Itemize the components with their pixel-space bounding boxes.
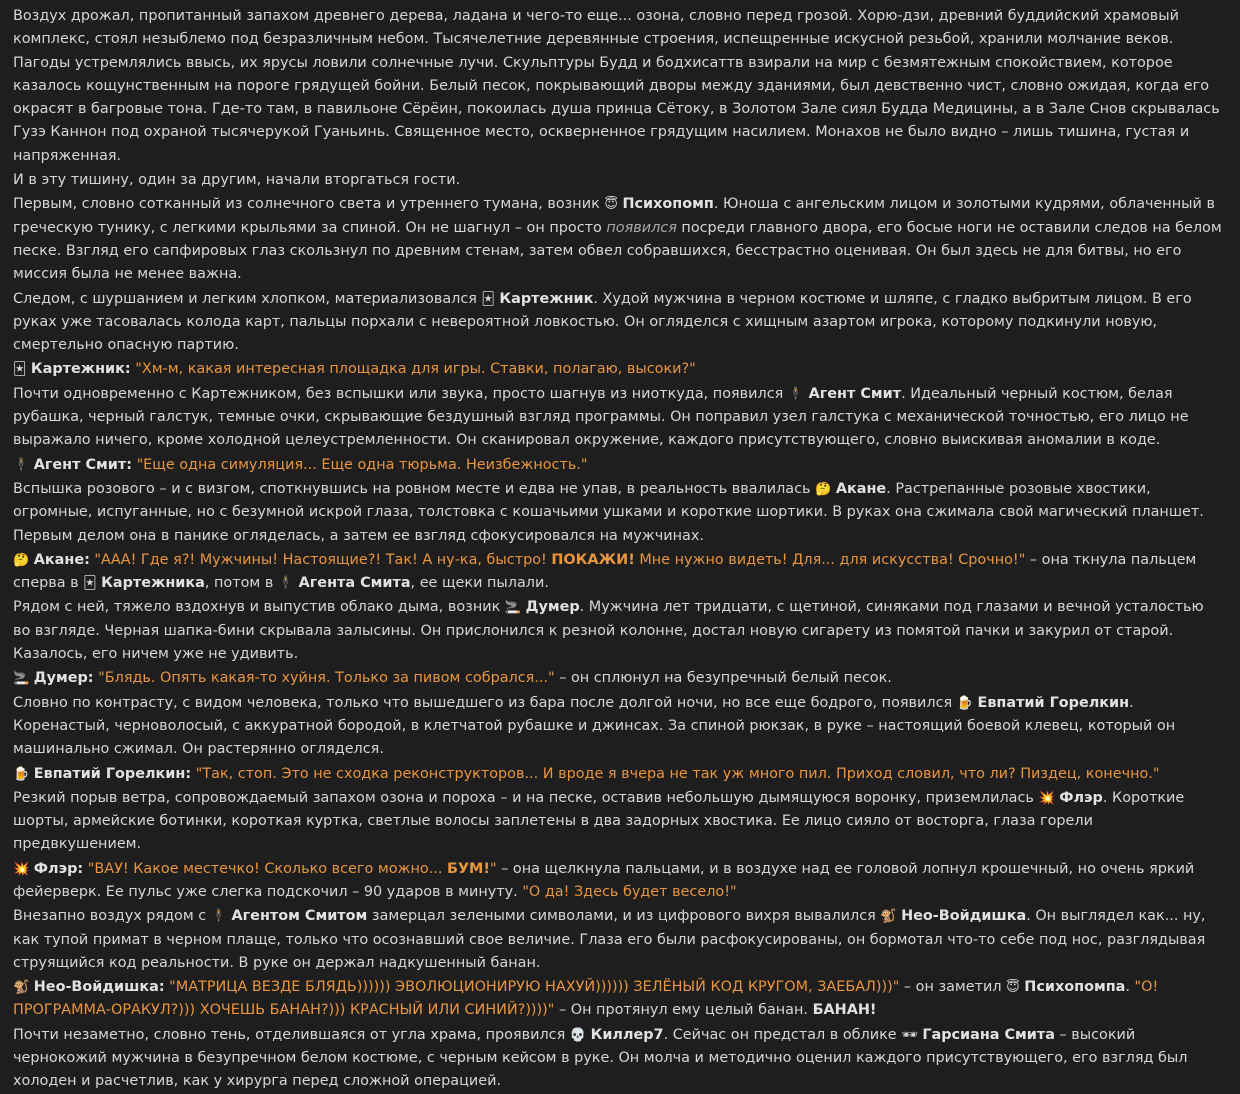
beer-mug-icon: 🍺 bbox=[13, 766, 30, 782]
text: Следом, с шуршанием и легким хлопком, материализовался bbox=[13, 290, 482, 307]
quote: Мне нужно видеть! Для... для искусства! Срочно!" bbox=[634, 551, 1026, 568]
paragraph-evpatiy bbox=[13, 692, 1224, 762]
suit-man-icon: 🕴 bbox=[787, 386, 805, 402]
character-name: Киллер7 bbox=[590, 1026, 664, 1043]
text: Словно по контрасту, с видом человека, только что вышедшего из бара после долгой ночи, но все еще бодрого, появился bbox=[13, 694, 957, 711]
text: Внезапно воздух рядом с bbox=[13, 908, 211, 925]
dialogue-akane bbox=[13, 549, 1224, 596]
character-name: Нео-Войдишка bbox=[901, 908, 1027, 925]
speaker-name: Нео-Войдишка: bbox=[33, 979, 165, 996]
character-name: Акане bbox=[835, 480, 887, 497]
dialogue-gambler bbox=[13, 358, 1224, 381]
thinking-face-icon: 🤔 bbox=[815, 481, 832, 497]
suit-man-icon: 🕴 bbox=[210, 909, 227, 925]
character-name: Психопомпа bbox=[1024, 979, 1126, 996]
text: Почти одновременно с Картежником, без вспышки или звука, просто шагнув из ниоткуда, появился bbox=[13, 385, 788, 402]
text: Почти незаметно, словно тень, отделившаяся от угла храма, проявился bbox=[13, 1026, 570, 1043]
skull-icon: 💀 bbox=[569, 1027, 586, 1043]
monkey-icon: 🐒 bbox=[880, 909, 897, 925]
speaker-name: Агент Смит: bbox=[33, 456, 132, 473]
text: замерцал зелеными символами, и из цифрового вихря вывалился bbox=[367, 908, 881, 925]
text: . Он выглядел как... ну, как тупой примат в черном плаще, только что осознавший свое величие. Глаза его были расфокусированы, он бормотал что-то себе под нос, разглядывая струящийся код реальности. В руке он держал надкушенный банан. bbox=[13, 908, 1206, 971]
bold-text: БАНАН! bbox=[812, 1002, 877, 1019]
character-name: Картежник bbox=[499, 290, 594, 307]
text: . Юноша с ангельским лицом и золотыми кудрями, облаченный в греческую тунику, с легкими крыльями за спиной. Он не шагнул – он просто bbox=[13, 196, 1215, 236]
joker-card-icon: 🃏 bbox=[13, 362, 27, 378]
dialogue-doomer bbox=[13, 667, 1224, 690]
character-name: Психопомп bbox=[622, 196, 714, 213]
text: . bbox=[1125, 979, 1135, 996]
paragraph-flare bbox=[13, 787, 1224, 857]
paragraph-akane bbox=[13, 478, 1224, 548]
explosion-icon: 💥 bbox=[13, 861, 30, 877]
text: . Мужчина лет тридцати, с щетиной, синяками под глазами и вечной усталостью во взгляде. Черная шапка-бини скрывала залысины. Он прислонился к резной колонне, достал новую сигарету из помятой пачки и закурил от старой. Казалось, его ничем уже не удивить. bbox=[13, 599, 1204, 663]
dialogue-flare bbox=[13, 858, 1224, 905]
quote: " bbox=[489, 860, 497, 877]
character-name: Агентом Смитом bbox=[231, 908, 368, 925]
character-name: Агента Смита bbox=[298, 575, 411, 592]
quote: "Блядь. Опять какая-то хуйня. Только за пивом собрался..." bbox=[98, 670, 555, 687]
angel-emoji-icon: 😇 bbox=[604, 197, 618, 213]
text: Вспышка розового – и с визгом, споткнувшись на ровном месте и едва не упав, в реальность ввалилась bbox=[13, 480, 816, 497]
text: , потом в bbox=[204, 575, 278, 592]
paragraph-doomer bbox=[13, 596, 1224, 666]
sunglasses-icon: 🕶 bbox=[901, 1027, 918, 1043]
quote: "О да! Здесь будет весело!" bbox=[522, 883, 737, 900]
cigarette-icon: 🚬 bbox=[504, 600, 522, 616]
text: Рядом с ней, тяжело вздохнув и выпустив облако дыма, возник bbox=[13, 599, 505, 616]
text: . Короткие шорты, армейские ботинки, короткая куртка, светлые волосы заплетены в два задорных хвостика. Ее лицо сияло от восторга, глаза горели предвкушением. bbox=[13, 789, 1185, 853]
text: . Коренастый, черноволосый, с аккуратной бородой, в клетчатой рубашке и джинсах. За спиной рюкзак, в руке – настоящий боевой клевец, который он машинально сжимал. Он растерянно огляделся. bbox=[13, 694, 1176, 758]
angel-emoji-icon: 😇 bbox=[1006, 980, 1020, 996]
character-name: Евпатий Горелкин bbox=[977, 694, 1130, 711]
quote: "О! ПРОГРАММА-ОРАКУЛ?))) ХОЧЕШЬ БАНАН?))) КРАСНЫЙ ИЛИ СИНИЙ?))))" bbox=[13, 979, 1159, 1019]
text: , ее щеки пылали. bbox=[410, 575, 549, 592]
paragraph-agent-smith bbox=[13, 383, 1224, 453]
quote: "ВАУ! Какое местечко! Сколько всего можно... bbox=[87, 860, 447, 877]
character-name: Думер bbox=[525, 599, 580, 616]
character-name: Флэр bbox=[1059, 789, 1103, 806]
text: . Растрепанные розовые хвостики, огромные, испуганные, но с безумной искрой глаза, толстовка с кошачьими ушками и короткие шортики. В руках она сжимала свой магический планшет. Первым делом она в панике огляделась, а затем ее взгляд сфокусировался на мужчинах. bbox=[13, 480, 1204, 544]
speaker-name: Акане: bbox=[33, 551, 90, 568]
character-name: Гарсиана Смита bbox=[922, 1026, 1055, 1043]
cigarette-icon: 🚬 bbox=[13, 671, 30, 687]
quote: "ААА! Где я?! Мужчины! Настоящие?! Так! А ну-ка, быстро! bbox=[94, 551, 552, 568]
thinking-face-icon: 🤔 bbox=[13, 552, 30, 568]
paragraph-text: Воздух дрожал, пропитанный запахом древнего дерева, ладана и чего-то еще... озона, словно перед грозой. Хорю-дзи, древний буддийский храмовый комплекс, стоял незыблемо под безразличным небом. Тысячелетние деревянные строения, испещренные искусной резьбой, хранили молчание веков. Пагоды устремлялись ввысь, их ярусы ловили солнечные лучи. Скульптуры Будд и бодхисаттв взирали на мир с безмятежным спокойствием, которое казалось кощунственным на пороге грядущей бойни. Белый песок, покрывающий дворы между зданиями, был девственно чист, словно ожидая, когда его окрасят в багровые тона. Где-то там, в павильоне Сёрёин, покоилась душа принца Сётоку, в Золотом Зале сиял Будда Медицины, а в Зале Снов скрывалась Гузэ Каннон под охраной тысячерукой Гуаньинь. Священное место, оскверненное грядущим насилием. Монахов не было видно – лишь тишина, густая и напряженная. bbox=[13, 8, 1220, 164]
paragraph-psychopomp bbox=[13, 193, 1224, 286]
quote: "Так, стоп. Это не сходка реконструкторов... И вроде я вчера не так уж много пил. Приход словил, что ли? Пиздец, конечно." bbox=[195, 765, 1160, 782]
text: – высокий чернокожий мужчина в безупречном белом костюме, с черным кейсом в руке. Он молча и методично оценил каждого присутствующего, его взгляд был холоден и расчетлив, как у хирурга перед сложной операцией. bbox=[13, 1026, 1188, 1090]
italic-text: появился bbox=[606, 219, 677, 236]
suit-man-icon: 🕴 bbox=[13, 457, 30, 473]
quote: "Еще одна симуляция... Еще одна тюрьма. Неизбежность." bbox=[136, 456, 588, 473]
text: . Сейчас он предстал в облике bbox=[663, 1026, 902, 1043]
text: – он заметил bbox=[899, 979, 1007, 996]
speaker-name: Флэр: bbox=[33, 860, 84, 877]
quote: "Хм-м, какая интересная площадка для игры. Ставки, полагаю, высоки?" bbox=[135, 361, 696, 378]
speaker-name: Картежник: bbox=[30, 361, 131, 378]
beer-mug-icon: 🍺 bbox=[956, 695, 973, 711]
joker-card-icon: 🃏 bbox=[83, 576, 97, 592]
speaker-name: Думер: bbox=[33, 670, 94, 687]
quote-bold: БУМ! bbox=[446, 860, 490, 877]
dialogue-neo bbox=[13, 976, 1224, 1023]
monkey-icon: 🐒 bbox=[13, 980, 30, 996]
character-name: Агент Смит bbox=[808, 385, 902, 402]
text: Первым, словно сотканный из солнечного света и утреннего тумана, возник bbox=[13, 196, 605, 213]
text: Резкий порыв ветра, сопровождаемый запахом озона и пороха – и на песке, оставив небольшую дымящуюся воронку, приземлилась bbox=[13, 789, 1039, 806]
text: – она ткнула пальцем сперва в bbox=[13, 551, 1197, 592]
dialogue-agent-smith bbox=[13, 454, 1224, 477]
text: – она щелкнула пальцами, и в воздухе над ее головой лопнул крошечный, но очень яркий фейерверк. Ее пульс уже слегка подскочил – 90 ударов в минуту. bbox=[13, 860, 1195, 900]
paragraph-intro bbox=[13, 5, 1224, 168]
quote-bold: ПОКАЖИ! bbox=[551, 551, 635, 568]
paragraph-killer7 bbox=[13, 1024, 1224, 1094]
paragraph-guests bbox=[13, 169, 1224, 192]
joker-card-icon: 🃏 bbox=[481, 291, 495, 307]
text: посреди главного двора, его босые ноги не оставили следов на белом песке. Взгляд его сапфировых глаз скользнул по древним стенам, затем обвел собравшихся, бесстрастно оценивая. Он был здесь не для битвы, но его миссия была не менее важна. bbox=[13, 219, 1222, 283]
text: . Идеальный черный костюм, белая рубашка, черный галстук, темные очки, скрывающие бездушный взгляд программы. Он поправил узел галстука с механической точностью, его лицо не выражало ничего, кроме холодной целеустремленности. Он сканировал окружение, каждого присутствующего, словно выискивая аномалии в коде. bbox=[13, 385, 1189, 449]
paragraph-gambler bbox=[13, 288, 1224, 358]
character-name: Картежника bbox=[101, 575, 205, 592]
paragraph-neo bbox=[13, 905, 1224, 975]
text: – Он протянул ему целый банан. bbox=[554, 1002, 813, 1019]
speaker-name: Евпатий Горелкин: bbox=[33, 765, 192, 782]
explosion-icon: 💥 bbox=[1038, 790, 1055, 806]
suit-man-icon: 🕴 bbox=[277, 576, 295, 592]
text: . Худой мужчина в черном костюме и шляпе, с гладко выбритым лицом. В его руках уже тасовалась колода карт, пальцы порхали с невероятной ловкостью. Он огляделся с хищным азартом игрока, которому подкинули новую, смертельно опасную партию. bbox=[13, 290, 1192, 354]
paragraph-text: И в эту тишину, один за другим, начали вторгаться гости. bbox=[13, 172, 461, 189]
dialogue-evpatiy bbox=[13, 763, 1224, 786]
quote: "МАТРИЦА ВЕЗДЕ БЛЯДЬ)))))) ЭВОЛЮЦИОНИРУЮ НАХУЙ)))))) ЗЕЛЁНЫЙ КОД КРУГОМ, ЗАЕБАЛ)))" bbox=[169, 979, 900, 996]
text: – он сплюнул на безупречный белый песок. bbox=[554, 670, 892, 687]
